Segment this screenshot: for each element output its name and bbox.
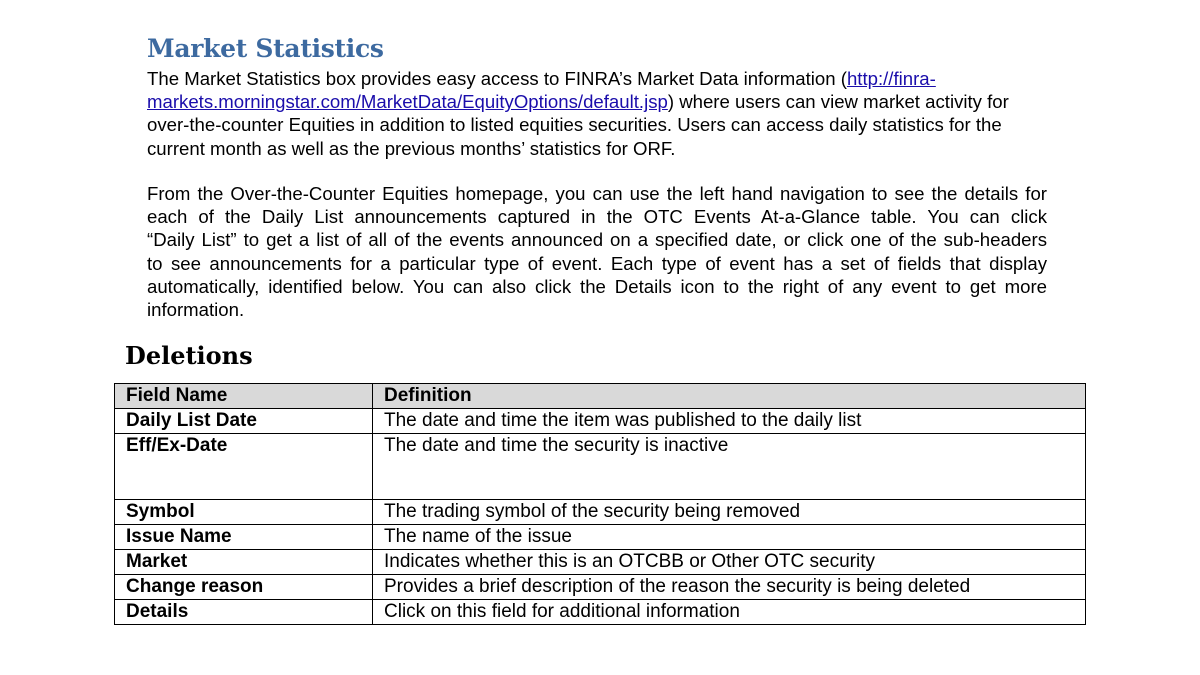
definition-cell: The date and time the security is inactive bbox=[373, 434, 1086, 500]
field-name-cell: Change reason bbox=[115, 575, 373, 600]
otc-equities-paragraph bbox=[147, 182, 1047, 321]
paragraph-line bbox=[147, 67, 1047, 90]
paragraph-text: The Market Statistics box provides easy access to FINRA’s Market Data information ( bbox=[147, 68, 847, 89]
column-header-definition: Definition bbox=[373, 384, 1086, 409]
deletions-heading: Deletions bbox=[125, 341, 253, 370]
paragraph-line: each of the Daily List announcements captured in the OTC Events At-a-Glance table. You can click bbox=[147, 206, 1047, 228]
table-row bbox=[115, 525, 1086, 550]
table-row bbox=[115, 500, 1086, 525]
field-name-cell: Market bbox=[115, 550, 373, 575]
field-name-cell: Issue Name bbox=[115, 525, 373, 550]
table-row bbox=[115, 434, 1086, 500]
paragraph-line: “Daily List” to get a list of all of the events announced on a specified date, or click one of the sub-headers bbox=[147, 229, 1047, 251]
market-statistics-paragraph bbox=[147, 67, 1047, 160]
definition-cell: The date and time the item was published to the daily list bbox=[373, 409, 1086, 434]
paragraph-line: From the Over-the-Counter Equities homepage, you can use the left hand navigation to see the details for bbox=[147, 183, 1047, 204]
table-row bbox=[115, 550, 1086, 575]
paragraph-text: ) where users can view market activity for bbox=[667, 91, 1009, 113]
field-name-cell: Symbol bbox=[115, 500, 373, 525]
definition-cell: Click on this field for additional information bbox=[373, 600, 1086, 625]
table-row bbox=[115, 409, 1086, 434]
definition-cell: The name of the issue bbox=[373, 525, 1086, 550]
table-row bbox=[115, 600, 1086, 625]
market-statistics-heading: Market Statistics bbox=[147, 34, 384, 63]
field-name-cell: Eff/Ex-Date bbox=[115, 434, 373, 500]
paragraph-line: current month as well as the previous months’ statistics for ORF. bbox=[147, 137, 676, 159]
table-header-row bbox=[115, 384, 1086, 409]
finra-market-data-link-continued[interactable]: markets.morningstar.com/MarketData/EquityOptions/default.jsp bbox=[147, 91, 668, 113]
paragraph-line: automatically, identified below. You can also click the Details icon to the right of any event to get more bbox=[147, 275, 1047, 297]
paragraph-line: to see announcements for a particular type of event. Each type of event has a set of fields that display bbox=[147, 252, 1047, 274]
definition-cell: The trading symbol of the security being removed bbox=[373, 500, 1086, 525]
deletions-fields-table bbox=[114, 383, 1086, 625]
definition-cell: Indicates whether this is an OTCBB or Other OTC security bbox=[373, 550, 1086, 575]
finra-market-data-link[interactable]: http://finra- bbox=[846, 68, 936, 89]
paragraph-line: over-the-counter Equities in addition to listed equities securities. Users can access daily statistics for the bbox=[147, 114, 1002, 136]
paragraph-line: information. bbox=[147, 299, 245, 321]
field-name-cell: Daily List Date bbox=[115, 409, 373, 434]
field-name-cell: Details bbox=[115, 600, 373, 625]
paragraph-line bbox=[147, 90, 1047, 113]
definition-cell: Provides a brief description of the reason the security is being deleted bbox=[373, 575, 1086, 600]
column-header-field-name: Field Name bbox=[115, 384, 373, 409]
table-row bbox=[115, 575, 1086, 600]
